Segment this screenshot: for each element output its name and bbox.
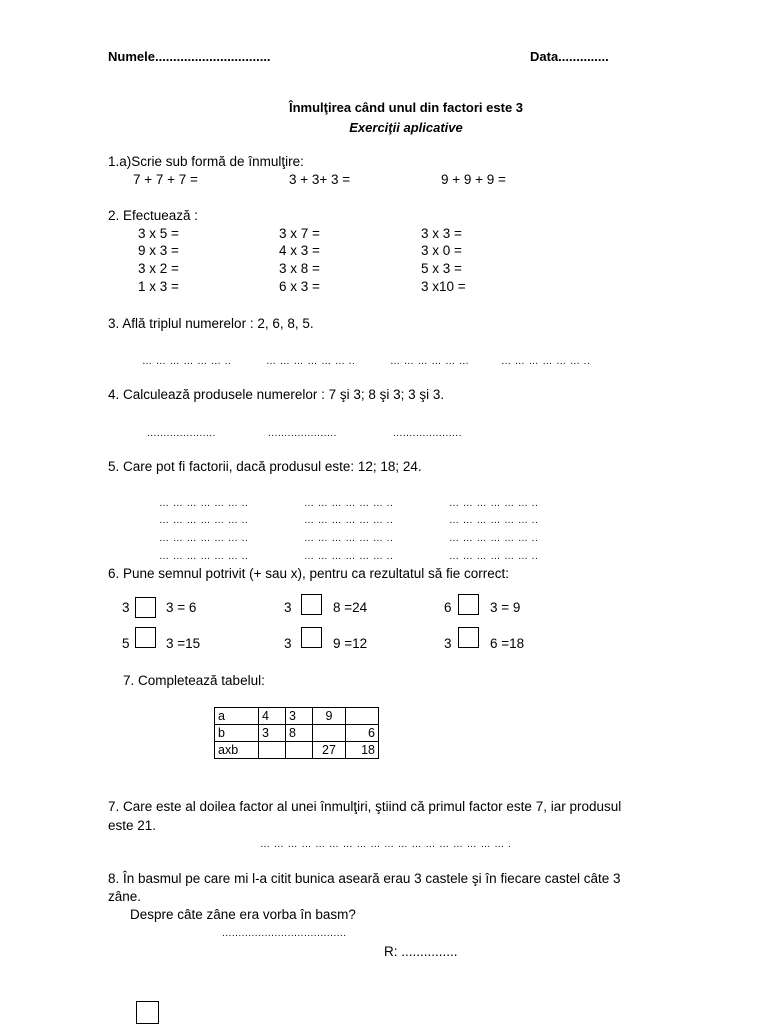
table-cell: 4 — [259, 708, 286, 725]
ex6-right-expr: 3 =15 — [166, 636, 201, 651]
ex6-left-operand: 3 — [122, 600, 130, 615]
ex8-line2: zâne. — [108, 889, 142, 904]
answer-dots: ..................... — [393, 428, 462, 439]
answer-dots: … … … … … … .. — [142, 356, 232, 367]
table-cell: 8 — [286, 725, 313, 742]
table-cell — [313, 725, 346, 742]
table-cell — [346, 708, 379, 725]
ex6-right-expr: 6 =18 — [490, 636, 525, 651]
ex1-item: 9 + 9 + 9 = — [441, 172, 506, 187]
answer-dots: … … … … … … .. — [501, 356, 591, 367]
ex6-right-expr: 9 =12 — [333, 636, 368, 651]
answer-dots: … … … … … … .. — [304, 515, 394, 526]
page-title: Înmulţirea când unul din factori este 3 — [288, 100, 524, 115]
sign-box[interactable] — [458, 627, 479, 648]
ex6-left-operand: 5 — [122, 636, 130, 651]
ex2-item: 3 x10 = — [421, 279, 466, 294]
table-row — [215, 742, 379, 759]
ex1-item: 3 + 3+ 3 = — [289, 172, 351, 187]
table-row — [215, 708, 379, 725]
answer-dots: … … … … … … .. — [266, 356, 356, 367]
table-cell: 18 — [346, 742, 379, 759]
answer-dots: … … … … … … .. — [159, 515, 249, 526]
ex3-prompt: 3. Află triplul numerelor : 2, 6, 8, 5. — [108, 316, 314, 331]
answer-dots: ..................... — [147, 428, 216, 439]
name-label: Numele................................ — [108, 49, 271, 64]
sign-box[interactable] — [135, 597, 156, 618]
ex2-item: 3 x 2 = — [138, 261, 179, 276]
ex2-item: 3 x 5 = — [138, 226, 179, 241]
bottom-box[interactable] — [136, 1001, 159, 1024]
ex2-item: 3 x 0 = — [421, 243, 462, 258]
sign-box[interactable] — [301, 594, 322, 615]
answer-dots: … … … … … … … … … … … … … … … … … … . — [260, 839, 512, 850]
answer-dots: … … … … … … .. — [159, 533, 249, 544]
table-cell: 3 — [286, 708, 313, 725]
ex8-question: Despre câte zâne era vorba în basm? — [130, 907, 356, 922]
ex2-item: 3 x 8 = — [279, 261, 320, 276]
ex6-left-operand: 6 — [444, 600, 452, 615]
ex1-prompt: 1.a)Scrie sub formă de înmulţire: — [108, 154, 304, 169]
table-cell: 27 — [313, 742, 346, 759]
ex6-left-operand: 3 — [284, 636, 292, 651]
page-subtitle: Exerciţii aplicative — [349, 120, 463, 135]
ex2-item: 1 x 3 = — [138, 279, 179, 294]
ex2-item: 6 x 3 = — [279, 279, 320, 294]
table-cell — [286, 742, 313, 759]
ex6-prompt: 6. Pune semnul potrivit (+ sau x), pentru ca rezultatul să fie correct: — [108, 566, 510, 581]
ex2-item: 3 x 7 = — [279, 226, 320, 241]
table-cell: 3 — [259, 725, 286, 742]
ex2-item: 3 x 3 = — [421, 226, 462, 241]
answer-dots: … … … … … … — [390, 356, 470, 367]
fill-table — [214, 707, 379, 759]
date-label: Data.............. — [530, 49, 609, 64]
sign-box[interactable] — [301, 627, 322, 648]
ex4-prompt: 4. Calculează produsele numerelor : 7 şi 3; 8 şi 3; 3 şi 3. — [108, 387, 445, 402]
answer-dots: … … … … … … .. — [304, 533, 394, 544]
table-cell: axb — [215, 742, 259, 759]
answer-dots: … … … … … … .. — [449, 551, 539, 562]
answer-label: R: ............... — [384, 944, 458, 959]
ex6-right-expr: 3 = 9 — [490, 600, 521, 615]
ex6-right-expr: 3 = 6 — [166, 600, 197, 615]
ex6-right-expr: 8 =24 — [333, 600, 368, 615]
answer-dots: ..................... — [268, 428, 337, 439]
answer-dots: … … … … … … .. — [449, 515, 539, 526]
ex7-prompt: 7. Completează tabelul: — [123, 673, 265, 688]
ex2-prompt: 2. Efectuează : — [108, 208, 199, 223]
table-cell: b — [215, 725, 259, 742]
ex6-left-operand: 3 — [444, 636, 452, 651]
answer-dots: … … … … … … .. — [449, 498, 539, 509]
ex8-line1: 8. În basmul pe care mi l-a citit bunica aseară erau 3 castele şi în fiecare castel câte 3 — [108, 871, 621, 886]
ex7b-line1: 7. Care este al doilea factor al unei înmulţiri, ştiind că primul factor este 7, iar produsul — [108, 799, 622, 814]
answer-dots: … … … … … … .. — [304, 498, 394, 509]
table-cell: a — [215, 708, 259, 725]
answer-dots: … … … … … … .. — [449, 533, 539, 544]
ex2-item: 5 x 3 = — [421, 261, 462, 276]
table-cell — [259, 742, 286, 759]
ex1-item: 7 + 7 + 7 = — [133, 172, 198, 187]
table-row — [215, 725, 379, 742]
answer-dots: … … … … … … .. — [159, 498, 249, 509]
answer-dots: … … … … … … .. — [304, 551, 394, 562]
sign-box[interactable] — [458, 594, 479, 615]
ex2-item: 4 x 3 = — [279, 243, 320, 258]
answer-dots: ...................................... — [222, 928, 347, 939]
table-cell: 9 — [313, 708, 346, 725]
ex2-item: 9 x 3 = — [138, 243, 179, 258]
ex7b-line2: este 21. — [108, 818, 157, 833]
ex6-left-operand: 3 — [284, 600, 292, 615]
ex5-prompt: 5. Care pot fi factorii, dacă produsul este: 12; 18; 24. — [108, 459, 422, 474]
sign-box[interactable] — [135, 627, 156, 648]
answer-dots: … … … … … … .. — [159, 551, 249, 562]
table-cell: 6 — [346, 725, 379, 742]
